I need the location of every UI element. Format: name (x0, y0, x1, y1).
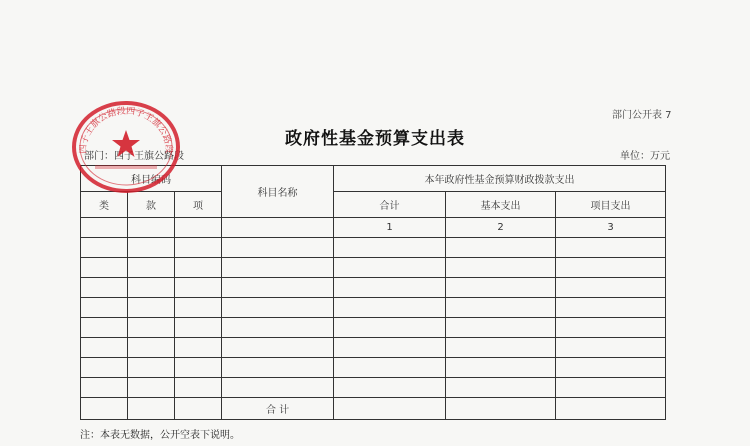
svg-text:四子王旗公路段四子王旗公路段: 四子王旗公路段四子王旗公路段 (78, 106, 174, 154)
class-header: 类 (81, 192, 128, 218)
page-number: 部门公开表 7 (612, 110, 672, 121)
table-row (81, 358, 666, 378)
table-row (81, 338, 666, 358)
department-label: 部门：四子王旗公路段 (84, 151, 184, 162)
col-number-total: 1 (334, 218, 446, 238)
total-row-label: 合 计 (222, 398, 334, 420)
col-number-project: 3 (556, 218, 666, 238)
item-header: 项 (175, 192, 222, 218)
col-number-basic: 2 (446, 218, 556, 238)
table-row (81, 238, 666, 258)
table-row (81, 378, 666, 398)
table-row (81, 278, 666, 298)
unit-label: 单位：万元 (620, 151, 670, 162)
footnote: 注：本表无数据，公开空表下说明。 (80, 430, 240, 441)
table-row (81, 318, 666, 338)
total-header: 合计 (334, 192, 446, 218)
page-title: 政府性基金预算支出表 (285, 129, 465, 149)
official-seal-stamp (63, 97, 189, 197)
table-row (81, 298, 666, 318)
subject-name-header: 科目名称 (222, 166, 334, 218)
budget-group-header: 本年政府性基金预算财政拨款支出 (334, 166, 666, 192)
basic-expense-header: 基本支出 (446, 192, 556, 218)
project-expense-header: 项目支出 (556, 192, 666, 218)
section-header: 款 (128, 192, 175, 218)
subject-code-header: 科目编码 (81, 166, 222, 192)
budget-table (80, 165, 666, 420)
table-row (81, 258, 666, 278)
